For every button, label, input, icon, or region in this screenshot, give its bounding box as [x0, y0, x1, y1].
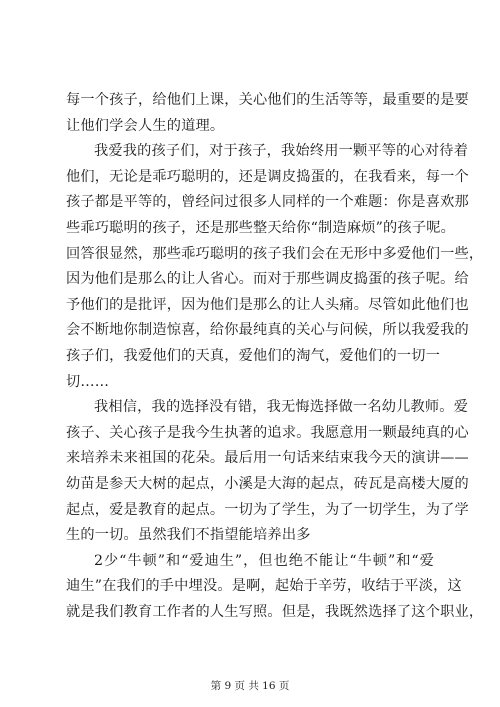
text-line: 每一个孩子，给他们上课，关心他们的生活等等，最重要的是要 [66, 92, 469, 108]
text-line: 我爱我的孩子们，对于孩子，我始终用一颗平等的心对待着 [94, 143, 469, 160]
text-line: 生的一切。虽然我们不指望能培养出多 [66, 527, 311, 544]
text-line: 孩子、关心孩子是我今生执著的追求。我愿意用一颗最纯真的心 [66, 424, 469, 441]
text-line: 回答很显然，那些乖巧聪明的孩子我们会在无形中多爱他们一些， [66, 245, 484, 262]
text-line: 因为他们是那么的让人省心。而对于那些调皮捣蛋的孩子呢。给 [66, 271, 469, 288]
text-line: 我相信，我的选择没有错，我无悔选择做一名幼儿教师。爱 [94, 399, 469, 416]
text-line: 会不断地你制造惊喜，给你最纯真的关心与问候，所以我爱我的 [66, 322, 469, 339]
text-line: 孩子都是平等的，曾经问过很多人同样的一个难题：你是喜欢那 [66, 194, 469, 211]
text-line: 来培养未来祖国的花朵。最后用一句话来结束我今天的演讲—— [66, 450, 469, 467]
text-line: 些乖巧聪明的孩子，还是那些整天给你“制造麻烦”的孩子呢。 [66, 219, 455, 236]
page-footer [0, 678, 500, 693]
text-line: 让他们学会人生的道理。 [66, 117, 225, 134]
text-line: 起点，爱是教育的起点。一切为了学生，为了一切学生，为了学 [66, 501, 469, 518]
text-line: 幼苗是参天大树的起点，小溪是大海的起点，砖瓦是高楼大厦的 [66, 475, 469, 492]
text-line: 孩子们，我爱他们的天真，爱他们的淘气，爱他们的一切一 [66, 347, 441, 364]
text-line: 就是我们教育工作者的人生写照。但是，我既然选择了这个职业， [66, 603, 484, 620]
text-line: 他们，无论是乖巧聪明的，还是调皮捣蛋的，在我看来，每一个 [66, 168, 469, 185]
body-text [66, 88, 484, 625]
page-number-label: 第 9 页 共 16 页 [210, 680, 290, 692]
text-line: 切…… [66, 373, 110, 390]
text-line: 予他们的是批评，因为他们是那么的让人头痛。尽管如此他们也 [66, 296, 469, 313]
text-line: 2少“牛顿”和“爱迪生”，但也绝不能让“牛顿”和“爱 [94, 552, 434, 569]
text-line: 迪生”在我们的手中埋没。是啊，起始于辛劳，收结于平淡，这 [66, 578, 462, 595]
